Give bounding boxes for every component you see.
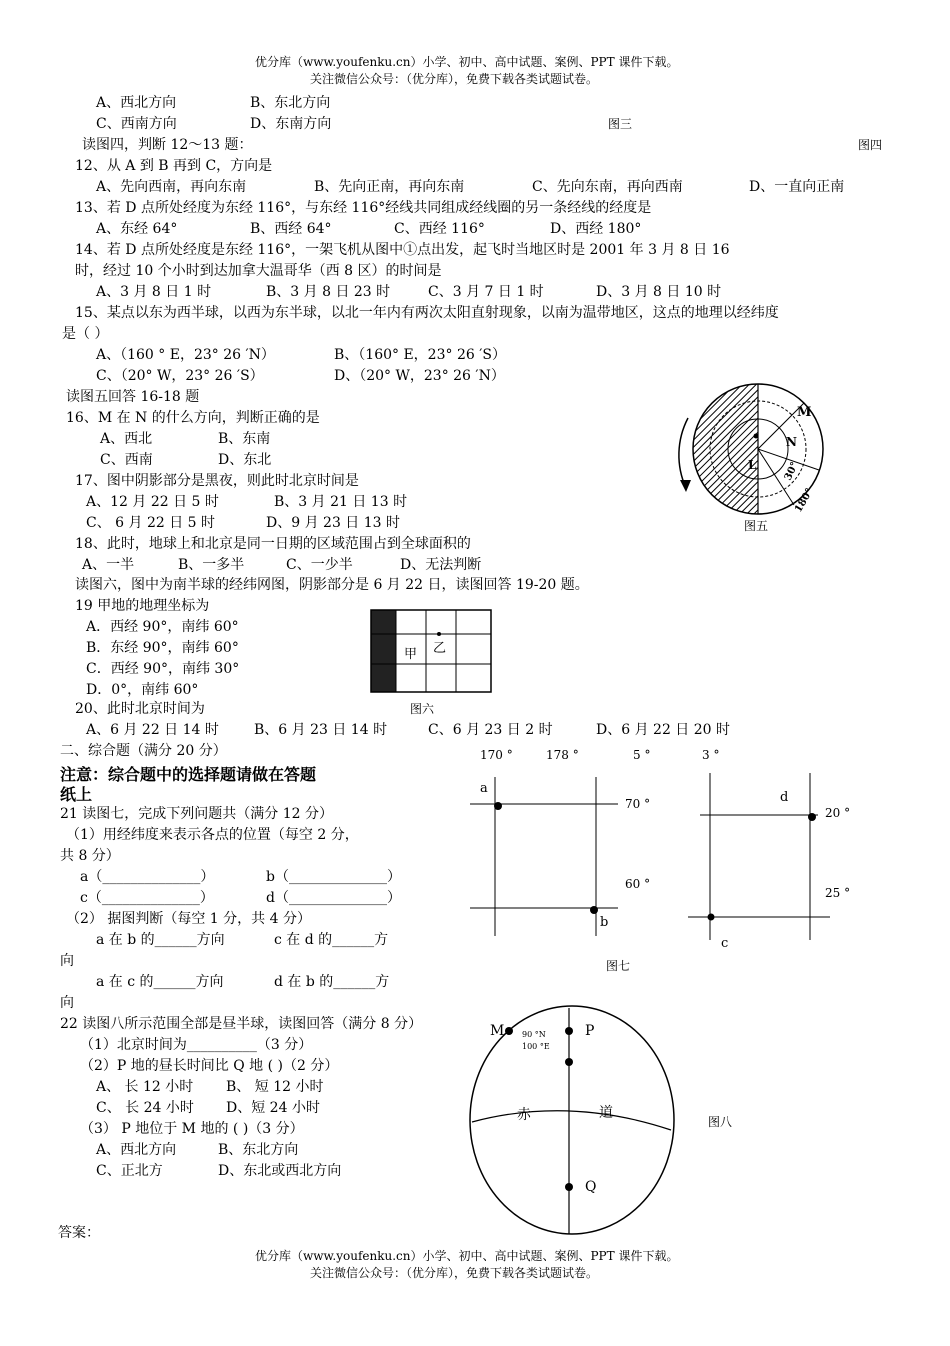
fig8-point-q: [565, 1183, 573, 1191]
q21-part2: （2） 据图判断（每空 1 分，共 4 分）: [66, 911, 311, 927]
q14-option-c: C、3 月 7 日 1 时: [428, 284, 544, 300]
fig8-point-mid: [565, 1058, 573, 1066]
fig7-point-c: [708, 914, 715, 921]
q16-option-d: D、东北: [218, 452, 272, 468]
fig8-diagram: [465, 1000, 690, 1242]
fig5-label-30: 30°: [782, 460, 801, 483]
q17-option-c: C、 6 月 22 日 5 时: [86, 515, 216, 531]
section2-title: 二、综合题（满分 20 分）: [60, 743, 227, 759]
fig5-label-180: 180°: [793, 486, 816, 515]
q17-option-b: B、3 月 21 日 13 时: [274, 494, 408, 510]
q22-p2-option-b: B、 短 12 小时: [226, 1079, 324, 1095]
q22-p3-option-d: D、东北或西北方向: [218, 1163, 342, 1179]
fig5-label-n: N: [786, 435, 797, 449]
fig8-label-lon: 100 °E: [522, 1042, 550, 1051]
fig7-lat-25: 25 °: [825, 886, 851, 900]
fig7-lon-170: 170 °: [480, 748, 513, 762]
q19-stem: 19 甲地的地理坐标为: [75, 598, 210, 614]
q18-option-b: B、一多半: [178, 557, 245, 573]
q22-p3-option-b: B、东北方向: [218, 1142, 299, 1158]
q21-wrap-1: 向: [60, 953, 74, 969]
fig7-lat-60: 60 °: [625, 877, 651, 891]
fig7-lon-5: 5 °: [633, 748, 651, 762]
q18-option-c: C、一少半: [286, 557, 353, 573]
q17-option-a: A、12 月 22 日 5 时: [86, 494, 219, 510]
fig7-label-d: d: [780, 790, 789, 805]
fig8-label-dao: 道: [599, 1105, 613, 1121]
q21-blank-b: b（______________）: [266, 869, 401, 885]
fig8-label-lat: 90 °N: [522, 1030, 546, 1039]
fig8-label-p: P: [585, 1023, 595, 1039]
fig6-caption: 图六: [410, 702, 435, 716]
fig8-label-m: M: [490, 1023, 505, 1039]
fig5-night-shade: [693, 384, 758, 514]
read-fig5: 读图五回答 16-18 题: [66, 389, 200, 405]
fig8-point-m: [505, 1027, 513, 1035]
answer-label: 答案：: [58, 1225, 100, 1241]
q13-option-d: D、西经 180°: [550, 221, 642, 237]
read-fig4: 读图四，判断 12～13 题：: [82, 137, 253, 153]
q19-option-d: D．0°，南纬 60°: [86, 682, 199, 698]
q20-option-a: A、6 月 22 日 14 时: [86, 722, 219, 738]
notice-line1: 注意：综合题中的选择题请做在答题: [60, 765, 317, 784]
q21-a-in-b: a 在 b 的______方向: [96, 932, 225, 948]
fig7-point-a: [494, 802, 502, 810]
fig7-lon-178: 178 °: [546, 748, 579, 762]
q22-p2-option-c: C、 长 24 小时: [96, 1100, 194, 1116]
footer-line2: 关注微信公众号：（优分库），免费下载各类试题试卷。: [310, 1266, 599, 1280]
q15-option-b: B、（160° E，23° 26 ′S）: [334, 347, 506, 363]
q19-option-b: B．东经 90°，南纬 60°: [86, 640, 239, 656]
q13-option-c: C、西经 116°: [394, 221, 485, 237]
q21-stem: 21 读图七，完成下列问题共（满分 12 分）: [60, 806, 333, 822]
q15-option-d: D、（20° W，23° 26 ′N）: [334, 368, 505, 384]
q-prev-option-b: B、东北方向: [250, 95, 331, 111]
fig5-caption: 图五: [744, 519, 769, 533]
q21-a-in-c: a 在 c 的______方向: [96, 974, 224, 990]
q-prev-option-d: D、东南方向: [250, 116, 332, 132]
fig7-label-b: b: [600, 915, 609, 930]
q21-blank-c: c（______________）: [80, 890, 214, 906]
fig8-caption: 图八: [708, 1115, 733, 1129]
fig5-arrow-head: [680, 480, 691, 492]
q21-blank-d: d（______________）: [266, 890, 401, 906]
q14-stem-line1: 14、若 D 点所处经度是东经 116°，一架飞机从图中①点出发，起飞时当地区时是 2001 年 3 月 8 日 16: [75, 242, 730, 258]
q21-wrap-2: 向: [60, 995, 74, 1011]
fig8-outline: [470, 1006, 674, 1234]
q22-part1: （1）北京时间为__________（3 分）: [80, 1037, 313, 1053]
fig5-rotation-arrow: [679, 418, 688, 488]
header-line2: 关注微信公众号：（优分库），免费下载各类试题试卷。: [310, 72, 599, 86]
q19-option-a: A．西经 90°，南纬 60°: [86, 619, 239, 635]
q12-stem: 12、从 A 到 B 再到 C，方向是: [75, 158, 273, 174]
q15-stem-line2: 是（ ）: [62, 326, 109, 342]
q21-d-in-b: d 在 b 的______方: [274, 974, 390, 990]
q16-option-b: B、东南: [218, 431, 271, 447]
q15-stem-line1: 15、某点以东为西半球，以西为东半球，以北一年内有两次太阳直射现象，以南为温带地区，这点的地理以经纬度: [75, 305, 779, 321]
q13-stem: 13、若 D 点所处经度为东经 116°，与东经 116°经线共同组成经线圈的另一条经线的经度是: [75, 200, 652, 216]
q16-option-c: C、西南: [100, 452, 153, 468]
q22-stem: 22 读图八所示范围全部是昼半球，读图回答（满分 8 分）: [60, 1016, 423, 1032]
fig7-lat-70: 70 °: [625, 797, 651, 811]
q12-option-b: B、先向正南，再向东南: [314, 179, 465, 195]
q15-option-a: A、（160 ° E，23° 26 ′N）: [96, 347, 275, 363]
fig5-label-l: L: [748, 458, 757, 472]
q-prev-option-a: A、西北方向: [96, 95, 177, 111]
q21-c-in-d: c 在 d 的______方: [274, 932, 389, 948]
q15-option-c: C、（20° W，23° 26 ′S）: [96, 368, 264, 384]
fig6-shaded-strip: [371, 610, 396, 692]
fig3-caption: 图三: [608, 117, 633, 131]
q14-stem-line2: 时，经过 10 个小时到达加拿大温哥华（西 8 区）的时间是: [75, 263, 442, 279]
q21-part1-line1: （1）用经纬度来表示各点的位置（每空 2 分，: [66, 827, 359, 843]
fig7-label-a: a: [480, 781, 488, 796]
q22-p3-option-c: C、正北方: [96, 1163, 163, 1179]
q19-option-c: C．西经 90°，南纬 30°: [86, 661, 240, 677]
q12-option-c: C、先向东南，再向西南: [532, 179, 683, 195]
fig7-point-b: [590, 906, 598, 914]
q17-option-d: D、9 月 23 日 13 时: [266, 515, 401, 531]
q22-p3-option-a: A、西北方向: [96, 1142, 177, 1158]
q22-part2: （2）P 地的昼长时间比 Q 地 ( )（2 分）: [80, 1058, 339, 1074]
notice-line2: 纸上: [60, 785, 93, 804]
fig6-label-yi: 乙: [433, 641, 447, 656]
q14-option-a: A、3 月 8 日 1 时: [96, 284, 212, 300]
fig5-diagram: [672, 376, 842, 518]
q20-stem: 20、此时北京时间为: [75, 701, 205, 717]
q22-p2-option-d: D、短 24 小时: [226, 1100, 320, 1116]
q13-option-a: A、东经 64°: [96, 221, 178, 237]
q13-option-b: B、西经 64°: [250, 221, 332, 237]
q14-option-d: D、3 月 8 日 10 时: [596, 284, 722, 300]
q20-option-c: C、6 月 23 日 2 时: [428, 722, 553, 738]
fig5-center-dot: [754, 434, 759, 439]
q16-option-a: A、西北: [100, 431, 153, 447]
fig7-caption: 图七: [606, 959, 631, 973]
q22-p2-option-a: A、 长 12 小时: [96, 1079, 194, 1095]
fig7-label-c: c: [721, 936, 729, 951]
read-fig6: 读图六，图中为南半球的经纬网图，阴影部分是 6 月 22 日，读图回答 19-20 题。: [75, 577, 589, 593]
fig8-point-p: [565, 1027, 573, 1035]
fig6-grid: [370, 609, 492, 693]
fig7-diagram: [460, 740, 880, 960]
fig6-label-jia: 甲: [404, 647, 418, 662]
q12-option-a: A、先向西南，再向东南: [96, 179, 247, 195]
fig7-point-d: [808, 813, 816, 821]
q18-option-a: A、一半: [82, 557, 135, 573]
q17-stem: 17、图中阴影部分是黑夜，则此时北京时间是: [75, 473, 359, 489]
q14-option-b: B、3 月 8 日 23 时: [266, 284, 391, 300]
header-line1: 优分库（www.youfenku.cn）小学、初中、高中试题、案例、PPT 课件下载。: [255, 55, 679, 69]
fig7-lat-20: 20 °: [825, 806, 851, 820]
q21-blank-a: a（______________）: [80, 869, 215, 885]
q20-option-d: D、6 月 22 日 20 时: [596, 722, 731, 738]
q20-option-b: B、6 月 23 日 14 时: [254, 722, 388, 738]
q16-stem: 16、M 在 N 的什么方向，判断正确的是: [66, 410, 320, 426]
q18-stem: 18、此时，地球上和北京是同一日期的区域范围占到全球面积的: [75, 536, 471, 552]
fig5-label-m: M: [797, 405, 812, 420]
q18-option-d: D、无法判断: [400, 557, 482, 573]
fig8-label-chi: 赤: [517, 1107, 531, 1123]
footer-line1: 优分库（www.youfenku.cn）小学、初中、高中试题、案例、PPT 课件下载。: [255, 1249, 679, 1263]
q12-option-d: D、一直向正南: [749, 179, 845, 195]
fig4-caption: 图四: [858, 138, 883, 152]
fig6-point-yi: [437, 632, 441, 636]
q22-part3: （3） P 地位于 M 地的 ( )（3 分）: [80, 1121, 304, 1137]
fig7-lon-3: 3 °: [702, 748, 720, 762]
q-prev-option-c: C、西南方向: [96, 116, 177, 132]
fig8-equator: [472, 1111, 671, 1130]
fig8-label-q: Q: [585, 1179, 597, 1195]
q21-part1-line2: 共 8 分）: [60, 848, 120, 864]
